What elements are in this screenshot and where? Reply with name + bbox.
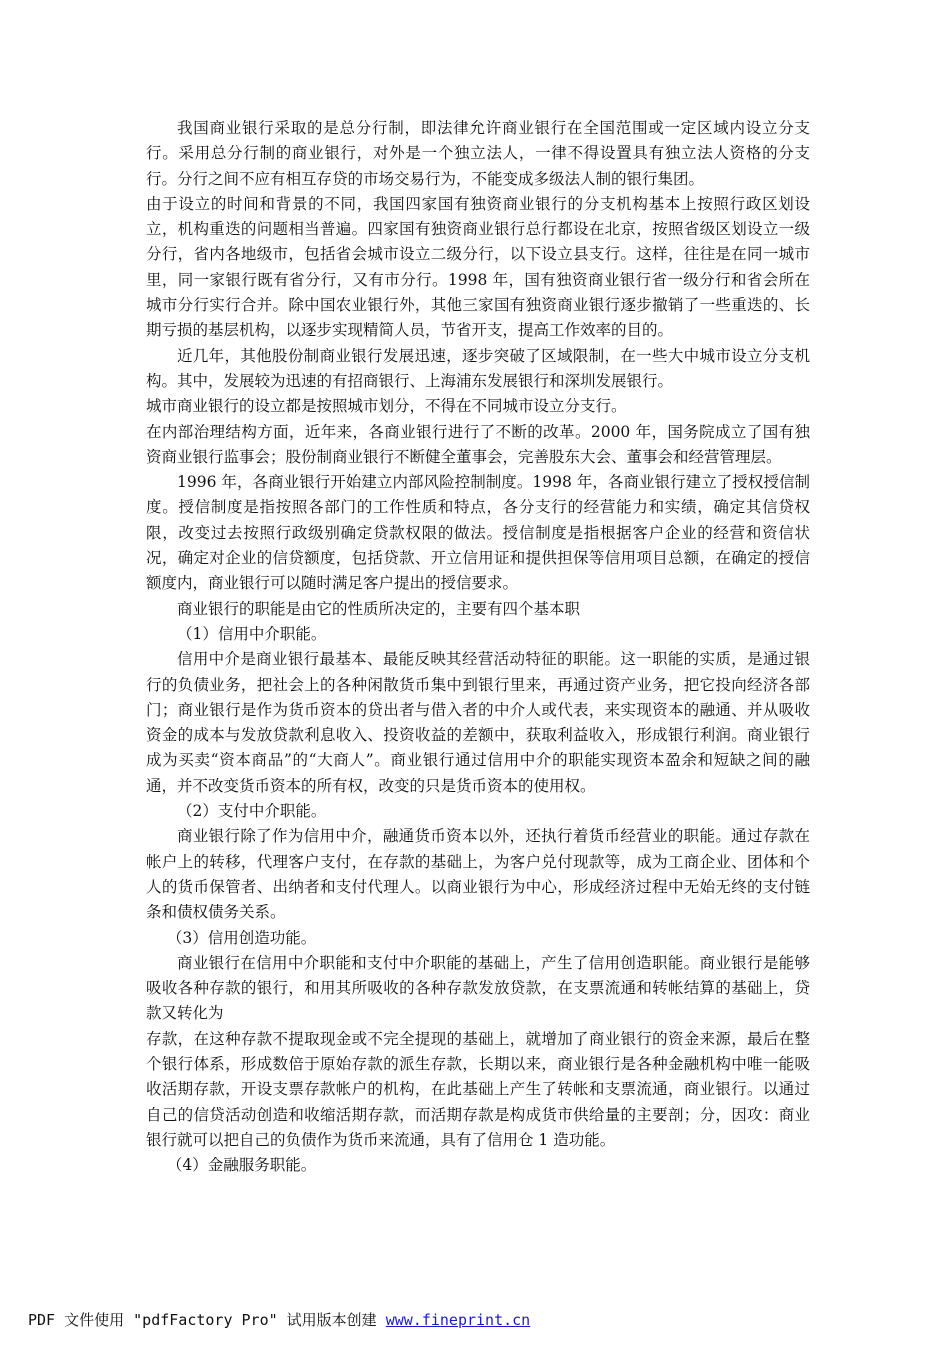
- paragraph: 我国商业银行采取的是总分行制，即法律允许商业银行在全国范围或一定区域内设立分支行。采用总分行制的商业银行，对外是一个独立法人，一律不得设置具有独立法人资格的分支行。分行之间不应有相互存贷的市场交易行为，不能变成多级法人制的银行集团。: [146, 119, 810, 188]
- document-body: [146, 116, 810, 1178]
- section-heading: （2）支付中介职能。: [177, 802, 327, 821]
- paragraph: 近几年，其他股份制商业银行发展迅速，逐步突破了区域限制，在一些大中城市设立分支机构。其中，发展较为迅速的有招商银行、上海浦东发展银行和深圳发展银行。: [146, 346, 810, 390]
- footer-text: PDF 文件使用 "pdfFactory Pro" 试用版本创建: [28, 1311, 386, 1329]
- paragraph: 在内部治理结构方面，近年来，各商业银行进行了不断的改革。2000 年，国务院成立了国有独资商业银行监事会；股份制商业银行不断健全董事会，完善股东大会、董事会和经营管理层。: [146, 422, 810, 466]
- paragraph: 商业银行的职能是由它的性质所决定的，主要有四个基本职: [177, 599, 581, 618]
- paragraph: 城市商业银行的设立都是按照城市划分，不得在不同城市设立分支行。: [146, 397, 627, 416]
- footer-link[interactable]: www.fineprint.cn: [385, 1311, 531, 1329]
- pdf-footer: [28, 1309, 530, 1330]
- section-heading: （4）金融服务职能。: [166, 1156, 317, 1175]
- paragraph: 存款，在这种存款不提取现金或不完全提现的基础上，就增加了商业银行的资金来源，最后在整个银行体系，形成数倍于原始存款的派生存款，长期以来，商业银行是各种金融机构中唯一能吸收活期存款，开设支票存款帐户的机构，在此基础上产生了转帐和支票流通，商业银行。以通过自己的信贷活动创造和收缩活期存款，而活期存款是构成货市供给量的主要剖；分，因攻：商业银行就可以把自己的负债作为货币来流通，具有了信用仓 1 造功能。: [146, 1029, 810, 1149]
- section-heading: （1）信用中介职能。: [177, 624, 327, 643]
- paragraph: 信用中介是商业银行最基本、最能反映其经营活动特征的职能。这一职能的实质，是通过银行的负债业务，把社会上的各种闲散货币集中到银行里来，再通过资产业务，把它投向经济各部门；商业银行是作为货币资本的贷出者与借入者的中介人或代表，来实现资本的融通、并从吸收资金的成本与发放贷款利息收入、投资收益的差额中，获取利益收入，形成银行利润。商业银行成为买卖“资本商品”的“大商人”。商业银行通过信用中介的职能实现资本盈余和短缺之间的融通，并不改变货币资本的所有权，改变的只是货币资本的使用权。: [146, 650, 810, 795]
- paragraph: 商业银行除了作为信用中介，融通货币资本以外，还执行着货币经营业的职能。通过存款在帐户上的转移，代理客户支付，在存款的基础上，为客户兑付现款等，成为工商企业、团体和个人的货币保管者、出纳者和支付代理人。以商业银行为中心，形成经济过程中无始无终的支付链条和债权债务关系。: [146, 827, 810, 922]
- paragraph: 1996 年，各商业银行开始建立内部风险控制制度。1998 年，各商业银行建立了授权授信制度。授信制度是指按照各部门的工作性质和特点，各分支行的经营能力和实绩，确定其信贷权限，改变过去按照行政级别确定贷款权限的做法。授信制度是指根据客户企业的经营和资信状况，确定对企业的信贷额度，包括贷款、开立信用证和提供担保等信用项目总额，在确定的授信额度内，商业银行可以随时满足客户提出的授信要求。: [146, 473, 810, 593]
- paragraph: 由于设立的时间和背景的不同，我国四家国有独资商业银行的分支机构基本上按照行政区划设立，机构重迭的问题相当普遍。四家国有独资商业银行总行都设在北京，按照省级区划设立一级分行，省内各地级市，包括省会城市设立二级分行，以下设立县支行。这样，往往是在同一城市里，同一家银行既有省分行，又有市分行。1998 年，国有独资商业银行省一级分行和省会所在城市分行实行合并。除中国农业银行外，其他三家国有独资商业银行逐步撤销了一些重迭的、长期亏损的基层机构，以逐步实现精简人员，节省开支，提高工作效率的目的。: [146, 194, 810, 340]
- section-heading: （3）信用创造功能。: [166, 928, 317, 947]
- paragraph: 商业银行在信用中介职能和支付中介职能的基础上，产生了信用创造职能。商业银行是能够吸收各种存款的银行，和用其所吸收的各种存款发放贷款，在支票流通和转帐结算的基础上，贷款又转化为: [146, 953, 810, 1023]
